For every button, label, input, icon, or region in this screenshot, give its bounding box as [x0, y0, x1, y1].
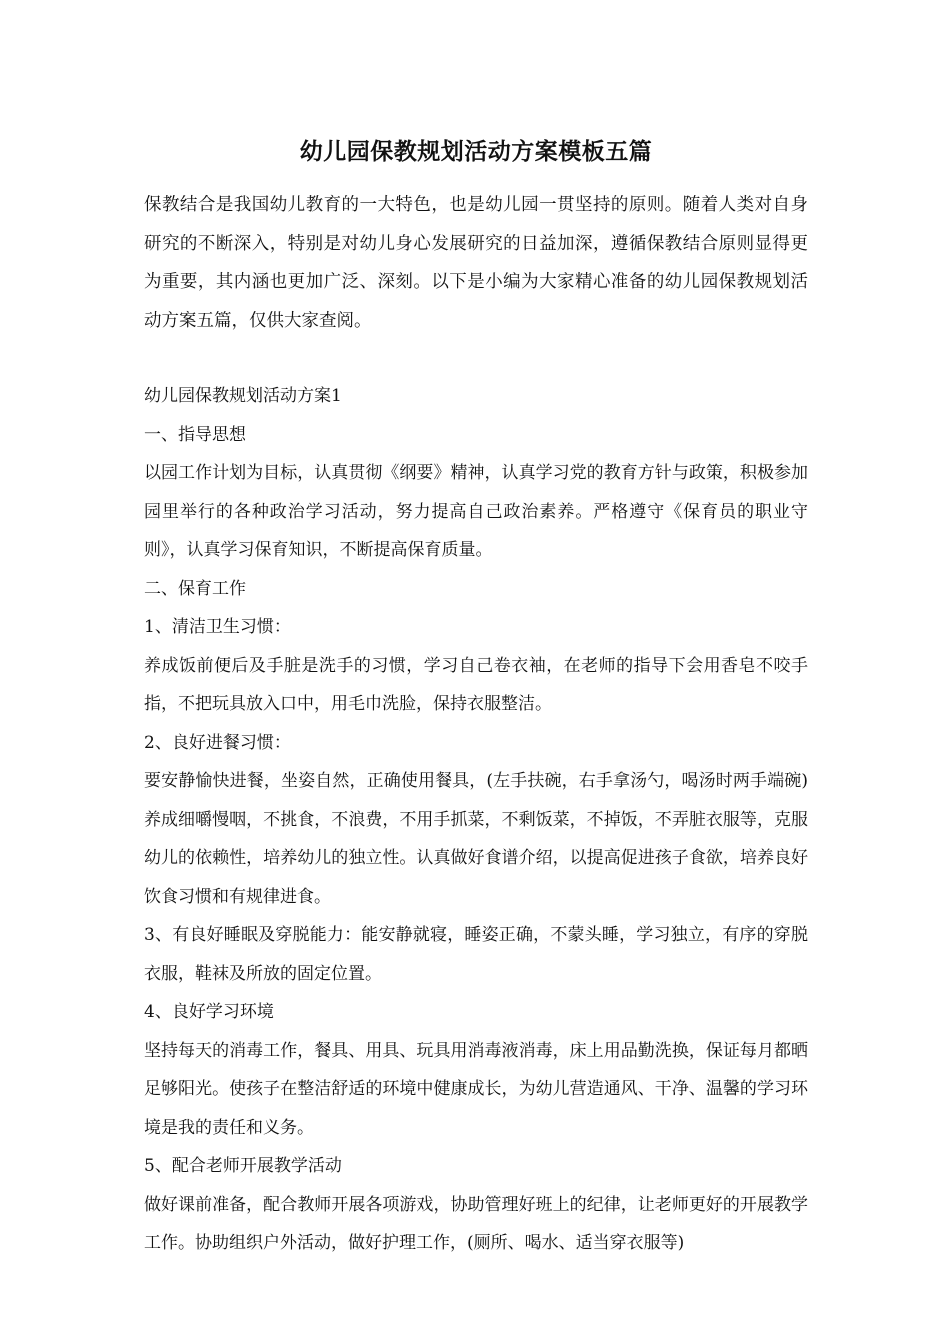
section-heading: 幼儿园保教规划活动方案1: [144, 386, 342, 406]
item1-paragraph: 养成饭前便后及手脏是洗手的习惯，学习自己卷衣袖，在老师的指导下会用香皂不咬手指，不把玩具放入口中，用毛巾洗脸，保持衣服整洁。: [144, 655, 808, 714]
guiding-ideas-paragraph: 以园工作计划为目标，认真贯彻《纲要》精神，认真学习党的教育方针与政策，积极参加园里举行的各种政治学习活动，努力提高自己政治素养。严格遵守《保育员的职业守则》，认真学习保育知识，不断提高保育质量。: [144, 463, 808, 560]
intro-paragraph: 保教结合是我国幼儿教育的一大特色，也是幼儿园一贯坚持的原则。随着人类对自身研究的不断深入，特别是对幼儿身心发展研究的日益加深，遵循保教结合原则显得更为重要，其内涵也更加广泛、深刻。以下是小编为大家精心准备的幼儿园保教规划活动方案五篇，仅供大家查阅。: [144, 195, 808, 331]
item4-paragraph: 坚持每天的消毒工作，餐具、用具、玩具用消毒液消毒，床上用品勤洗换，保证每月都晒足够阳光。使孩子在整洁舒适的环境中健康成长，为幼儿营造通风、干净、温馨的学习环境是我的责任和义务。: [144, 1040, 808, 1138]
heading-care-work: 二、保育工作: [144, 578, 246, 599]
item2-paragraph: 要安静愉快进餐，坐姿自然，正确使用餐具，(左手扶碗，右手拿汤勺，喝汤时两手端碗)养成细嚼慢咽，不挑食，不浪费，不用手抓菜，不剩饭菜，不掉饭，不弄脏衣服等，克服幼儿的依赖性，培养幼儿的独立性。认真做好食谱介绍，以提高促进孩子食欲，培养良好饮食习惯和有规律进食。: [144, 771, 808, 907]
heading-guiding-ideas: 一、指导思想: [144, 424, 246, 445]
item1-title: 1、清洁卫生习惯：: [144, 617, 291, 637]
document-title: 幼儿园保教规划活动方案模板五篇: [299, 138, 653, 165]
item3-paragraph: 3、有良好睡眠及穿脱能力：能安静就寝，睡姿正确，不蒙头睡，学习独立，有序的穿脱衣服，鞋袜及所放的固定位置。: [144, 925, 808, 984]
item5-paragraph: 做好课前准备，配合教师开展各项游戏，协助管理好班上的纪律，让老师更好的开展教学工作。协助组织户外活动，做好护理工作，(厕所、喝水、适当穿衣服等): [144, 1194, 808, 1253]
item2-title: 2、良好进餐习惯：: [144, 732, 291, 753]
item5-title: 5、配合老师开展教学活动: [144, 1156, 342, 1176]
document-body: [144, 132, 808, 1263]
item4-title: 4、良好学习环境: [144, 1002, 274, 1022]
paragraph-spacer: [144, 340, 808, 377]
